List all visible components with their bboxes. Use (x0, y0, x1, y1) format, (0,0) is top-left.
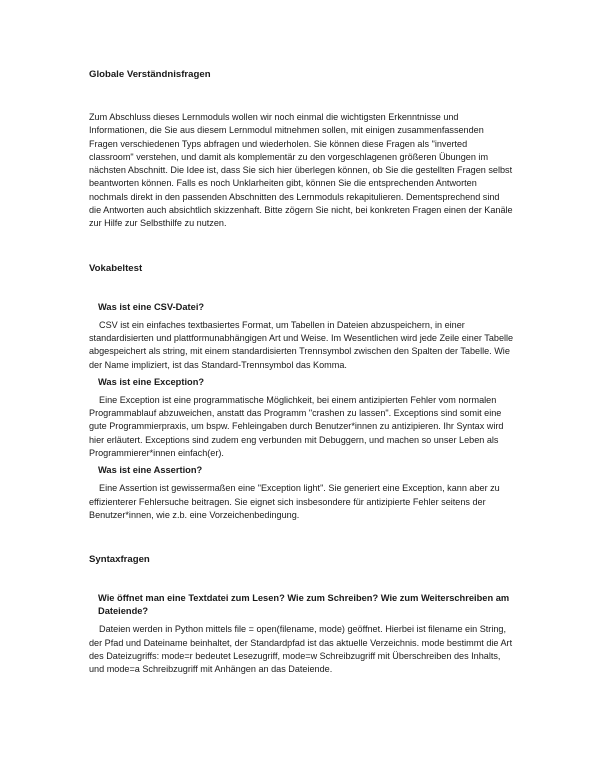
answer-exception: Eine Exception ist eine programmatische Möglichkeit, bei einem antizipierten Fehler vom normalen Programmablauf abzuweichen, anstatt das Programm "crashen zu lassen". Exceptions sind somit eine gute Programmierpraxis, um bspw. Fehleingaben durch Benutzer*innen zu antizipieren. Ihr Syntax wird hier erläutert. Exceptions sind zudem eng verbunden mit Debuggern, und machen so unser Leben als Programmierer*innen einfach(er). (89, 394, 504, 459)
answer-assertion: Eine Assertion ist gewissermaßen eine "Exception light". Sie generiert eine Exception, kann aber zu effizienterer Fehlersuche beitragen. Sie eignet sich insbesondere für antizipierte Fehler seitens der Benutzer*innen, wie z.b. eine Vorzeichenbedingung. (89, 483, 500, 520)
question-assertion: Was ist eine Assertion? (98, 465, 203, 476)
answer-file-open: Dateien werden in Python mittels file = open(filename, mode) geöffnet. Hierbei ist filename ein String, der Pfad und Dateiname beinhaltet, der Standardpfad ist das aktuelle Verzeichnis. mode bestimmt die Art des Dateizugriffs: mode=r bedeutet Lesezugriff, mode=w Schreibzugriff mit Überschreiben des Inhalts, und mode=a Schreibzugriff mit Anhängen an das Dateiende. (89, 624, 513, 675)
question-exception: Was ist eine Exception? (98, 376, 205, 387)
question-csv: Was ist eine CSV-Datei? (98, 301, 205, 312)
section-heading-syntaxfragen: Syntaxfragen (89, 554, 150, 566)
answer-csv: CSV ist ein einfaches textbasiertes Format, um Tabellen in Dateien abzuspeichern, in einer standardisierten und plattformunabhängigen Art und Weise. Im Wesentlichen wird jede Zeile einer Tabelle abgespeichert als string, mit einem standardisierten Trennsymbol zwischen den Spalten der Tabelle. Wie der Name impliziert, ist das Standard-Trennsymbol das Komma. (89, 319, 514, 370)
section-heading-vokabeltest: Vokabeltest (89, 262, 143, 274)
section-heading-global: Globale Verständnisfragen (89, 69, 211, 80)
question-file-open: Wie öffnet man eine Textdatei zum Lesen? Wie zum Schreiben? Wie zum Weiterschreiben am Dateiende? (98, 593, 510, 617)
document-body (89, 64, 514, 676)
intro-paragraph: Zum Abschluss dieses Lernmoduls wollen wir noch einmal die wichtigsten Erkenntnisse und Informationen, die Sie aus diesem Lernmodul mitnehmen sollen, mit einigen zusammenfassenden Fragen verschiedenen Typs abfragen und wiederholen. Sie können diese Fragen als "inverted classroom" verstehen, und damit als komplementär zu den vorgeschlagenen größeren Übungen im nächsten Abschnitt. Die Idee ist, dass Sie sich hier überlegen können, ob Sie die gestellten Fragen selbst beantworten können. Falls es noch Unklarheiten gibt, können Sie die entsprechenden Antworten nochmals direkt in den passenden Abschnitten des Lernmoduls rekapitulieren. Dementsprechend sind die Antworten auch absichtlich skizzenhaft. Bitte zögern Sie nicht, bei konkreten Fragen einen der Kanäle zur Hilfe zur Selbsthilfe zu nutzen. (89, 112, 513, 229)
